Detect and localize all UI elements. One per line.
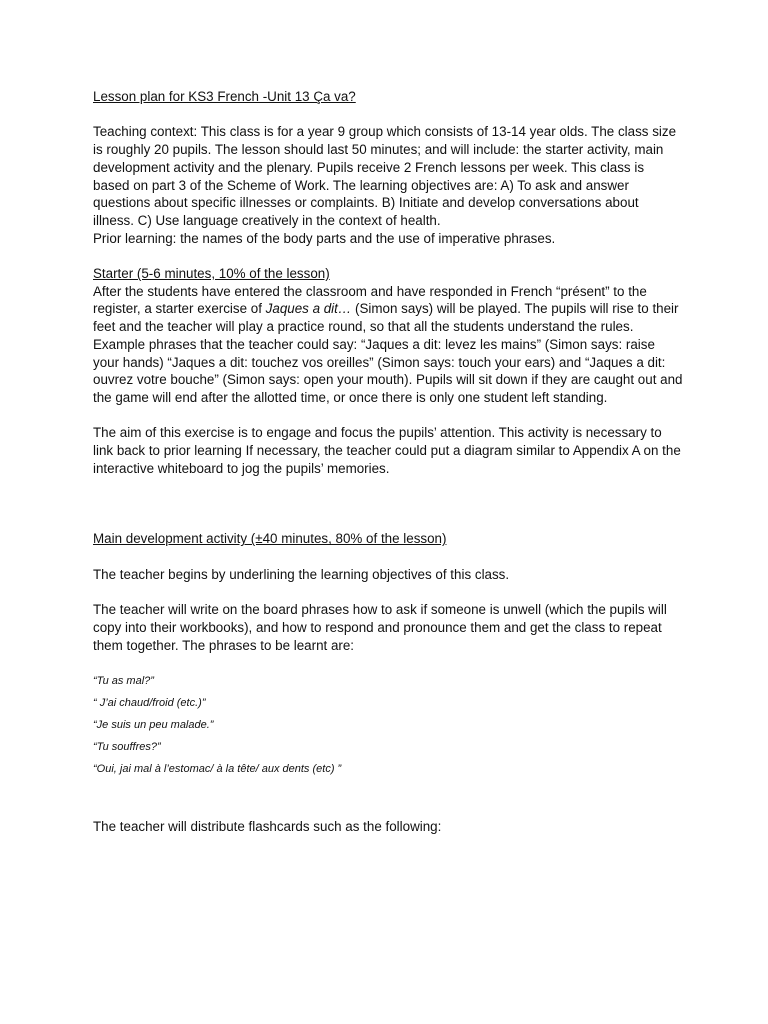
main-intro-paragraph: The teacher begins by underlining the learning objectives of this class. — [93, 566, 510, 582]
teaching-context-paragraph: Teaching context: This class is for a year 9 group which consists of 13-14 year olds. The class size is roughly 20 pupils. The lesson should last 50 minutes; and will include: the starter activity, main development activity and the plenary. Pupils receive 2 French lessons per week. This class is based on part 3 of the Scheme of Work. The learning objectives are: A) To ask and answer questions about specific illnesses or complaints. B) Initiate and develop conversations about illness. C) Use language creatively in the context of health. — [93, 124, 677, 228]
starter-text-part2: (Simon says) will be played. The pupils will rise to their feet and the teacher will play a practice round, so that all the students understand the rules. Example phrases that the teacher could say: “Jaques a dit: levez les mains” (Simon says: raise your hands) “Jaques a dit: touchez vos oreilles” (Simon says: touch your ears) and “Jaques a dit: ouvrez votre bouche” (Simon says: open your mouth). Pupils will sit down if they are caught out and the game will end after the allotted time, or once there is only one student left standing. — [93, 301, 683, 405]
starter-game-name: Jaques a dit… — [265, 301, 352, 317]
main-phrases-paragraph: The teacher will write on the board phrases how to ask if someone is unwell (which the pupils will copy into their workbooks), and how to respond and pronounce them and get the class to repeat them together. The phrases to be learnt are: — [93, 602, 667, 653]
list-item: “Je suis un peu malade.” — [93, 719, 214, 732]
list-item: “ J’ai chaud/froid (etc.)” — [93, 697, 206, 710]
starter-heading: Starter (5-6 minutes, 10% of the lesson) — [93, 266, 330, 281]
starter-text-part1: After the students have entered the classroom and have responded in French “présent” to the register, a starter exercise of — [93, 283, 647, 317]
main-activity-heading: Main development activity (±40 minutes, 80% of the lesson) — [93, 531, 447, 547]
list-item: “Tu souffres?” — [93, 741, 161, 754]
list-item: “Tu as mal?” — [93, 675, 154, 688]
starter-paragraph — [93, 283, 683, 407]
document-title: Lesson plan for KS3 French -Unit 13 Ça va? — [93, 89, 356, 104]
starter-aim-paragraph: The aim of this exercise is to engage and focus the pupils’ attention. This activity is necessary to link back to prior learning If necessary, the teacher could put a diagram similar to Appendix A on the interactive whiteboard to jog the pupils’ memories. — [93, 425, 681, 476]
document-page — [93, 88, 683, 836]
phrase-list — [93, 674, 683, 777]
prior-learning-paragraph: Prior learning: the names of the body parts and the use of imperative phrases. — [93, 230, 556, 246]
list-item: “Oui, jai mal à l’estomac/ à la tête/ aux dents (etc) ” — [93, 763, 342, 776]
flashcards-paragraph: The teacher will distribute flashcards such as the following: — [93, 819, 442, 835]
